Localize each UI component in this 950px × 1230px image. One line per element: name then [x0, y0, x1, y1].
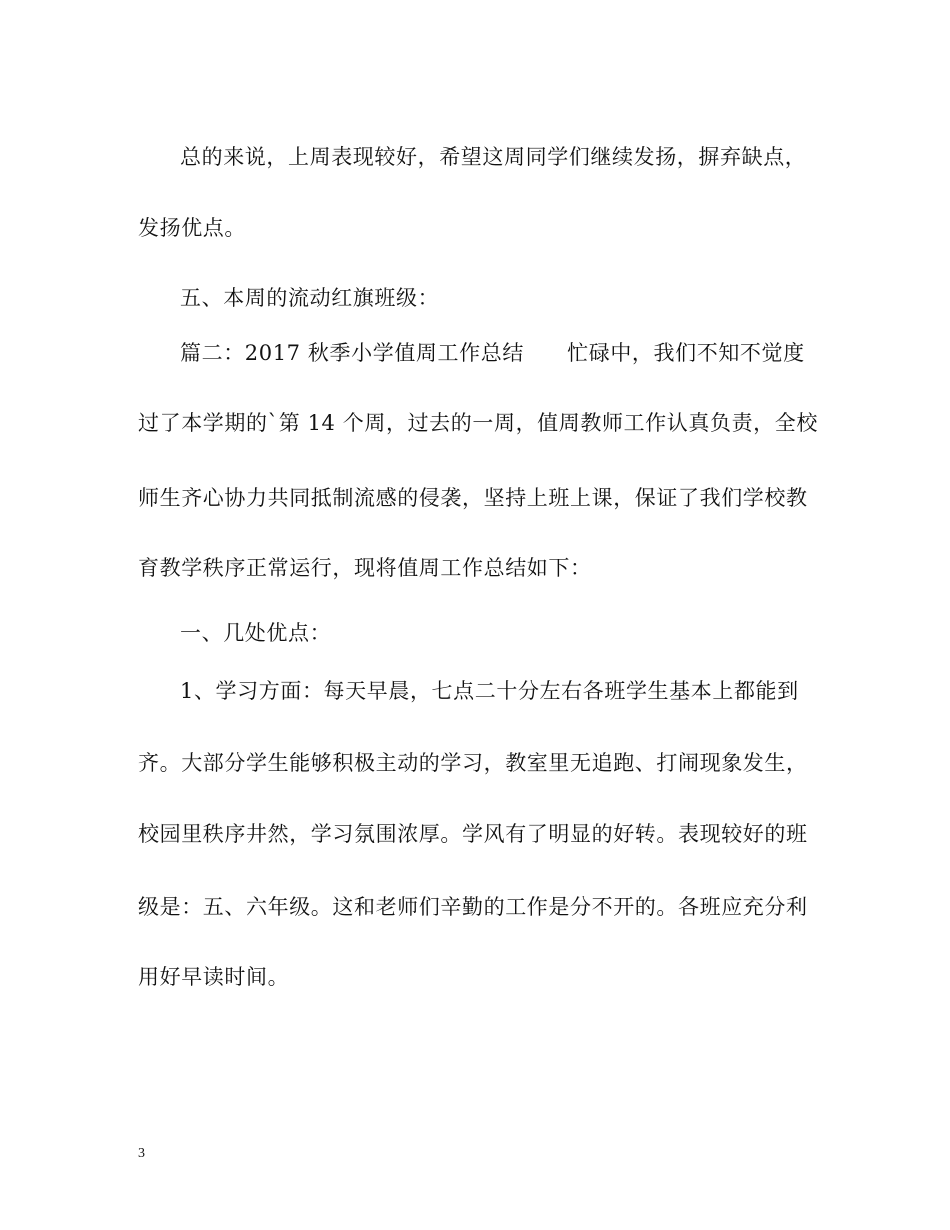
paragraph-line: 级是：五、六年级。这和老师们辛勤的工作是分不开的。各班应充分利 — [138, 895, 808, 919]
section-heading: 一、几处优点： — [180, 621, 332, 645]
paragraph-line: 齐。大部分学生能够积极主动的学习，教室里无追跑、打闹现象发生， — [138, 751, 808, 775]
paragraph-line: 师生齐心协力共同抵制流感的侵袭，坚持上班上课，保证了我们学校教 — [138, 486, 808, 510]
paragraph-line: 篇二：2017 秋季小学值周工作总结 忙碌中，我们不知不觉度 — [180, 341, 805, 365]
page-number: 3 — [138, 1146, 145, 1161]
paragraph-line: 用好早读时间。 — [138, 965, 290, 989]
section-heading: 五、本周的流动红旗班级： — [180, 286, 440, 310]
paragraph-line: 校园里秩序井然，学习氛围浓厚。学风有了明显的好转。表现较好的班 — [138, 822, 808, 846]
paragraph-line: 过了本学期的`第 14 个周，过去的一周，值周教师工作认真负责，全校 — [138, 411, 818, 435]
paragraph-line: 1、学习方面：每天早晨，七点二十分左右各班学生基本上都能到 — [180, 679, 799, 703]
paragraph-line: 总的来说，上周表现较好，希望这周同学们继续发扬，摒弃缺点， — [180, 145, 807, 169]
paragraph-line: 育教学秩序正常运行，现将值周工作总结如下： — [138, 556, 592, 580]
paragraph-line: 发扬优点。 — [138, 216, 246, 240]
